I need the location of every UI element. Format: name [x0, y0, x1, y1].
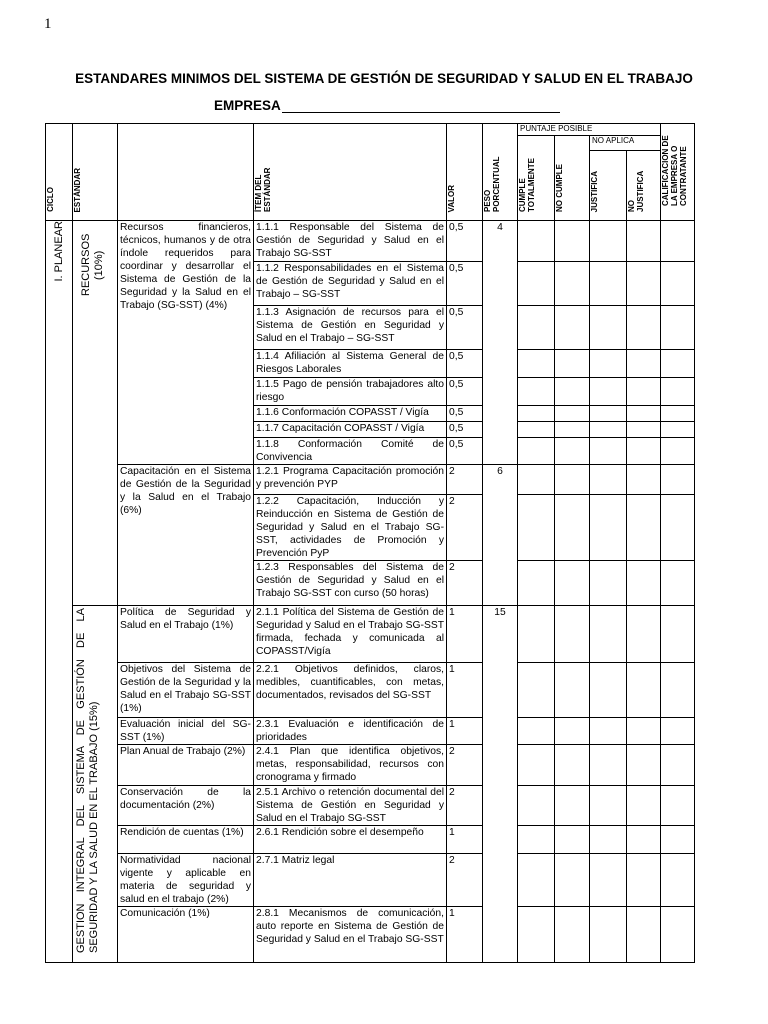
valor-cell: 2 [447, 854, 483, 907]
calificacion-cell [661, 422, 695, 438]
no-cumple-cell [555, 907, 590, 963]
justifica-cell [590, 221, 627, 262]
no-justifica-cell [627, 786, 661, 826]
peso-cell: 6 [483, 465, 518, 606]
justifica-cell [590, 718, 627, 745]
subestandar-cell: Capacitación en el Sistema de Gestión de la Seguridad y la Salud en el Trabajo (6%) [118, 465, 254, 606]
no-cumple-cell [555, 606, 590, 663]
calificacion-cell [661, 786, 695, 826]
ciclo-cell-text: I. PLANEAR [52, 221, 65, 282]
no-cumple-cell [555, 786, 590, 826]
cumple-totalmente-cell [518, 350, 555, 378]
calificacion-cell [661, 606, 695, 663]
cumple-totalmente-cell [518, 745, 555, 786]
no-justifica-cell [627, 561, 661, 606]
no-cumple-cell [555, 350, 590, 378]
header-justifica: JUSTIFICA [590, 151, 627, 221]
header-valor: VALOR [447, 124, 483, 221]
cumple-totalmente-cell [518, 606, 555, 663]
no-cumple-cell [555, 826, 590, 854]
subestandar-cell: Evaluación inicial del SG-SST (1%) [118, 718, 254, 745]
estandar-gestion-text: GESTION INTEGRAL DEL SISTEMA DE GESTIÓN DE LA SEGURIDAD Y LA SALUD EN EL TRABAJO (15%) [75, 608, 100, 953]
no-cumple-cell [555, 378, 590, 406]
no-cumple-cell [555, 854, 590, 907]
calificacion-cell [661, 826, 695, 854]
item-cell: 1.2.1 Programa Capacitación promoción y prevención PYP [254, 465, 447, 495]
cumple-totalmente-cell [518, 422, 555, 438]
item-cell: 2.5.1 Archivo o retención documental del Sistema de Gestión en Seguridad y Salud en el Trabajo SG-SST [254, 786, 447, 826]
justifica-cell [590, 663, 627, 718]
item-cell: 2.6.1 Rendición sobre el desempeño [254, 826, 447, 854]
no-cumple-cell [555, 438, 590, 465]
calificacion-cell [661, 561, 695, 606]
no-justifica-cell [627, 495, 661, 561]
item-cell: 2.4.1 Plan que identifica objetivos, metas, responsabilidad, recursos con cronograma y firmado [254, 745, 447, 786]
no-justifica-cell [627, 350, 661, 378]
calificacion-cell [661, 262, 695, 306]
no-cumple-cell [555, 306, 590, 350]
no-justifica-cell [627, 465, 661, 495]
calificacion-cell [661, 221, 695, 262]
cumple-totalmente-cell [518, 718, 555, 745]
justifica-cell [590, 422, 627, 438]
valor-cell: 2 [447, 786, 483, 826]
justifica-cell [590, 495, 627, 561]
no-justifica-cell [627, 438, 661, 465]
item-cell: 2.2.1 Objetivos definidos, claros, medibles, cuantificables, con metas, documentados, revisados del SG-SST [254, 663, 447, 718]
calificacion-cell [661, 406, 695, 422]
item-cell: 1.2.3 Responsables del Sistema de Gestión de Seguridad y Salud en el Trabajo SG-SST con curso (50 horas) [254, 561, 447, 606]
table-row [46, 663, 695, 718]
justifica-cell [590, 561, 627, 606]
item-cell: 1.1.5 Pago de pensión trabajadores alto riesgo [254, 378, 447, 406]
header-estandar: ESTÁNDAR [73, 124, 118, 221]
cumple-totalmente-cell [518, 561, 555, 606]
justifica-cell [590, 306, 627, 350]
justifica-cell [590, 745, 627, 786]
cumple-totalmente-cell [518, 378, 555, 406]
justifica-cell [590, 378, 627, 406]
valor-cell: 0,5 [447, 438, 483, 465]
item-cell: 1.1.7 Capacitación COPASST / Vigía [254, 422, 447, 438]
valor-cell: 0,5 [447, 406, 483, 422]
cumple-totalmente-cell [518, 306, 555, 350]
no-cumple-cell [555, 262, 590, 306]
valor-cell: 2 [447, 465, 483, 495]
no-justifica-cell [627, 422, 661, 438]
subestandar-cell: Normatividad nacional vigente y aplicable en materia de seguridad y salud en el trabajo (2%) [118, 854, 254, 907]
item-cell: 1.1.4 Afiliación al Sistema General de Riesgos Laborales [254, 350, 447, 378]
justifica-cell [590, 262, 627, 306]
item-cell: 1.1.2 Responsabilidades en el Sistema de Gestión de Seguridad y Salud en el Trabajo – SG-SST [254, 262, 447, 306]
calificacion-cell [661, 663, 695, 718]
table-row [46, 718, 695, 745]
item-cell: 2.1.1 Política del Sistema de Gestión de Seguridad y Salud en el Trabajo SG-SST firmada, fechada y comunicada al COPASST/Vigía [254, 606, 447, 663]
estandar-gestion-cell [73, 606, 118, 963]
header-row-1 [46, 124, 695, 136]
table-row [46, 745, 695, 786]
no-cumple-cell [555, 561, 590, 606]
header-cumple-totalmente: CUMPLE TOTALMENTE [518, 136, 555, 221]
calificacion-cell [661, 495, 695, 561]
calificacion-cell [661, 745, 695, 786]
calificacion-cell [661, 718, 695, 745]
cumple-totalmente-cell [518, 438, 555, 465]
no-cumple-cell [555, 663, 590, 718]
valor-cell: 0,5 [447, 262, 483, 306]
item-cell: 2.3.1 Evaluación e identificación de prioridades [254, 718, 447, 745]
header-ciclo: CICLO [46, 124, 73, 221]
cumple-totalmente-cell [518, 786, 555, 826]
cumple-totalmente-cell [518, 221, 555, 262]
empresa-blank-line [282, 100, 560, 113]
estandar-recursos-cell [73, 221, 118, 606]
peso-cell: 4 [483, 221, 518, 465]
cumple-totalmente-cell [518, 495, 555, 561]
justifica-cell [590, 826, 627, 854]
justifica-cell [590, 907, 627, 963]
cumple-totalmente-cell [518, 262, 555, 306]
document-title: ESTANDARES MINIMOS DEL SISTEMA DE GESTIÓN DE SEGURIDAD Y SALUD EN EL TRABAJO [75, 71, 693, 86]
item-cell: 1.1.6 Conformación COPASST / Vigía [254, 406, 447, 422]
valor-cell: 0,5 [447, 350, 483, 378]
page-number: 1 [44, 16, 52, 32]
cumple-totalmente-cell [518, 406, 555, 422]
no-cumple-cell [555, 406, 590, 422]
no-justifica-cell [627, 663, 661, 718]
valor-cell: 0,5 [447, 221, 483, 262]
header-peso: PESO PORCENTUAL [483, 124, 518, 221]
item-cell: 2.8.1 Mecanismos de comunicación, auto reporte en Sistema de Gestión de Seguridad y Salud en el Trabajo SG-SST [254, 907, 447, 963]
header-empty [118, 124, 254, 221]
valor-cell: 1 [447, 907, 483, 963]
subestandar-cell: Plan Anual de Trabajo (2%) [118, 745, 254, 786]
valor-cell: 0,5 [447, 378, 483, 406]
calificacion-cell [661, 306, 695, 350]
header-no-justifica: NO JUSTIFICA [627, 151, 661, 221]
subestandar-cell: Conservación de la documentación (2%) [118, 786, 254, 826]
valor-cell: 0,5 [447, 422, 483, 438]
no-justifica-cell [627, 221, 661, 262]
valor-cell: 1 [447, 718, 483, 745]
table-row [46, 465, 695, 495]
valor-cell: 1 [447, 606, 483, 663]
table-row [46, 606, 695, 663]
no-cumple-cell [555, 495, 590, 561]
no-justifica-cell [627, 378, 661, 406]
no-justifica-cell [627, 854, 661, 907]
calificacion-cell [661, 907, 695, 963]
justifica-cell [590, 350, 627, 378]
empresa-label: EMPRESA [214, 98, 281, 113]
justifica-cell [590, 438, 627, 465]
calificacion-cell [661, 438, 695, 465]
header-item: ÍTEM DEL ESTÁNDAR [254, 124, 447, 221]
valor-cell: 1 [447, 663, 483, 718]
justifica-cell [590, 606, 627, 663]
calificacion-cell [661, 465, 695, 495]
subestandar-cell: Comunicación (1%) [118, 907, 254, 963]
no-cumple-cell [555, 465, 590, 495]
cumple-totalmente-cell [518, 663, 555, 718]
calificacion-cell [661, 378, 695, 406]
table-row [46, 826, 695, 854]
justifica-cell [590, 786, 627, 826]
item-cell: 1.1.8 Conformación Comité de Convivencia [254, 438, 447, 465]
cumple-totalmente-cell [518, 826, 555, 854]
table-row [46, 221, 695, 262]
no-cumple-cell [555, 221, 590, 262]
subestandar-cell: Objetivos del Sistema de Gestión de la Seguridad y la Salud en el Trabajo SG-SST (1%) [118, 663, 254, 718]
valor-cell: 2 [447, 745, 483, 786]
valor-cell: 0,5 [447, 306, 483, 350]
justifica-cell [590, 465, 627, 495]
no-justifica-cell [627, 606, 661, 663]
no-cumple-cell [555, 422, 590, 438]
subestandar-cell: Rendición de cuentas (1%) [118, 826, 254, 854]
cumple-totalmente-cell [518, 465, 555, 495]
justifica-cell [590, 406, 627, 422]
header-no-aplica: NO APLICA [590, 136, 661, 151]
estandar-recursos-cell-text: RECURSOS (10%) [80, 233, 105, 297]
header-calificacion: CALIFICACION DE LA EMPRESA O CONTRATANTE [661, 124, 695, 221]
no-justifica-cell [627, 745, 661, 786]
valor-cell: 1 [447, 826, 483, 854]
no-justifica-cell [627, 306, 661, 350]
item-cell: 1.1.3 Asignación de recursos para el Sistema de Gestión en Seguridad y Salud en el Trabajo – SG-SST [254, 306, 447, 350]
no-justifica-cell [627, 262, 661, 306]
valor-cell: 2 [447, 495, 483, 561]
no-cumple-cell [555, 745, 590, 786]
table-row [46, 907, 695, 963]
cumple-totalmente-cell [518, 854, 555, 907]
no-cumple-cell [555, 718, 590, 745]
subestandar-cell: Política de Seguridad y Salud en el Trabajo (1%) [118, 606, 254, 663]
table-row [46, 854, 695, 907]
no-justifica-cell [627, 907, 661, 963]
no-justifica-cell [627, 718, 661, 745]
standards-table [45, 123, 695, 963]
no-justifica-cell [627, 406, 661, 422]
valor-cell: 2 [447, 561, 483, 606]
table-row [46, 786, 695, 826]
header-no-cumple: NO CUMPLE [555, 136, 590, 221]
calificacion-cell [661, 854, 695, 907]
header-puntaje-posible: PUNTAJE POSIBLE [518, 124, 661, 136]
calificacion-cell [661, 350, 695, 378]
cumple-totalmente-cell [518, 907, 555, 963]
peso-cell: 15 [483, 606, 518, 963]
justifica-cell [590, 854, 627, 907]
ciclo-cell [46, 221, 73, 963]
item-cell: 2.7.1 Matriz legal [254, 854, 447, 907]
item-cell: 1.2.2 Capacitación, Inducción y Reinducción en Sistema de Gestión de Seguridad y Salud en el Trabajo SG-SST, actividades de Promoción y Prevención PyP [254, 495, 447, 561]
no-justifica-cell [627, 826, 661, 854]
empresa-field [214, 98, 560, 113]
subestandar-cell: Recursos financieros, técnicos, humanos y de otra índole requeridos para coordinar y desarrollar el Sistema de Gestión de la Seguridad y la Salud en el Trabajo (SG-SST) (4%) [118, 221, 254, 465]
item-cell: 1.1.1 Responsable del Sistema de Gestión de Seguridad y Salud en el Trabajo SG-SST [254, 221, 447, 262]
